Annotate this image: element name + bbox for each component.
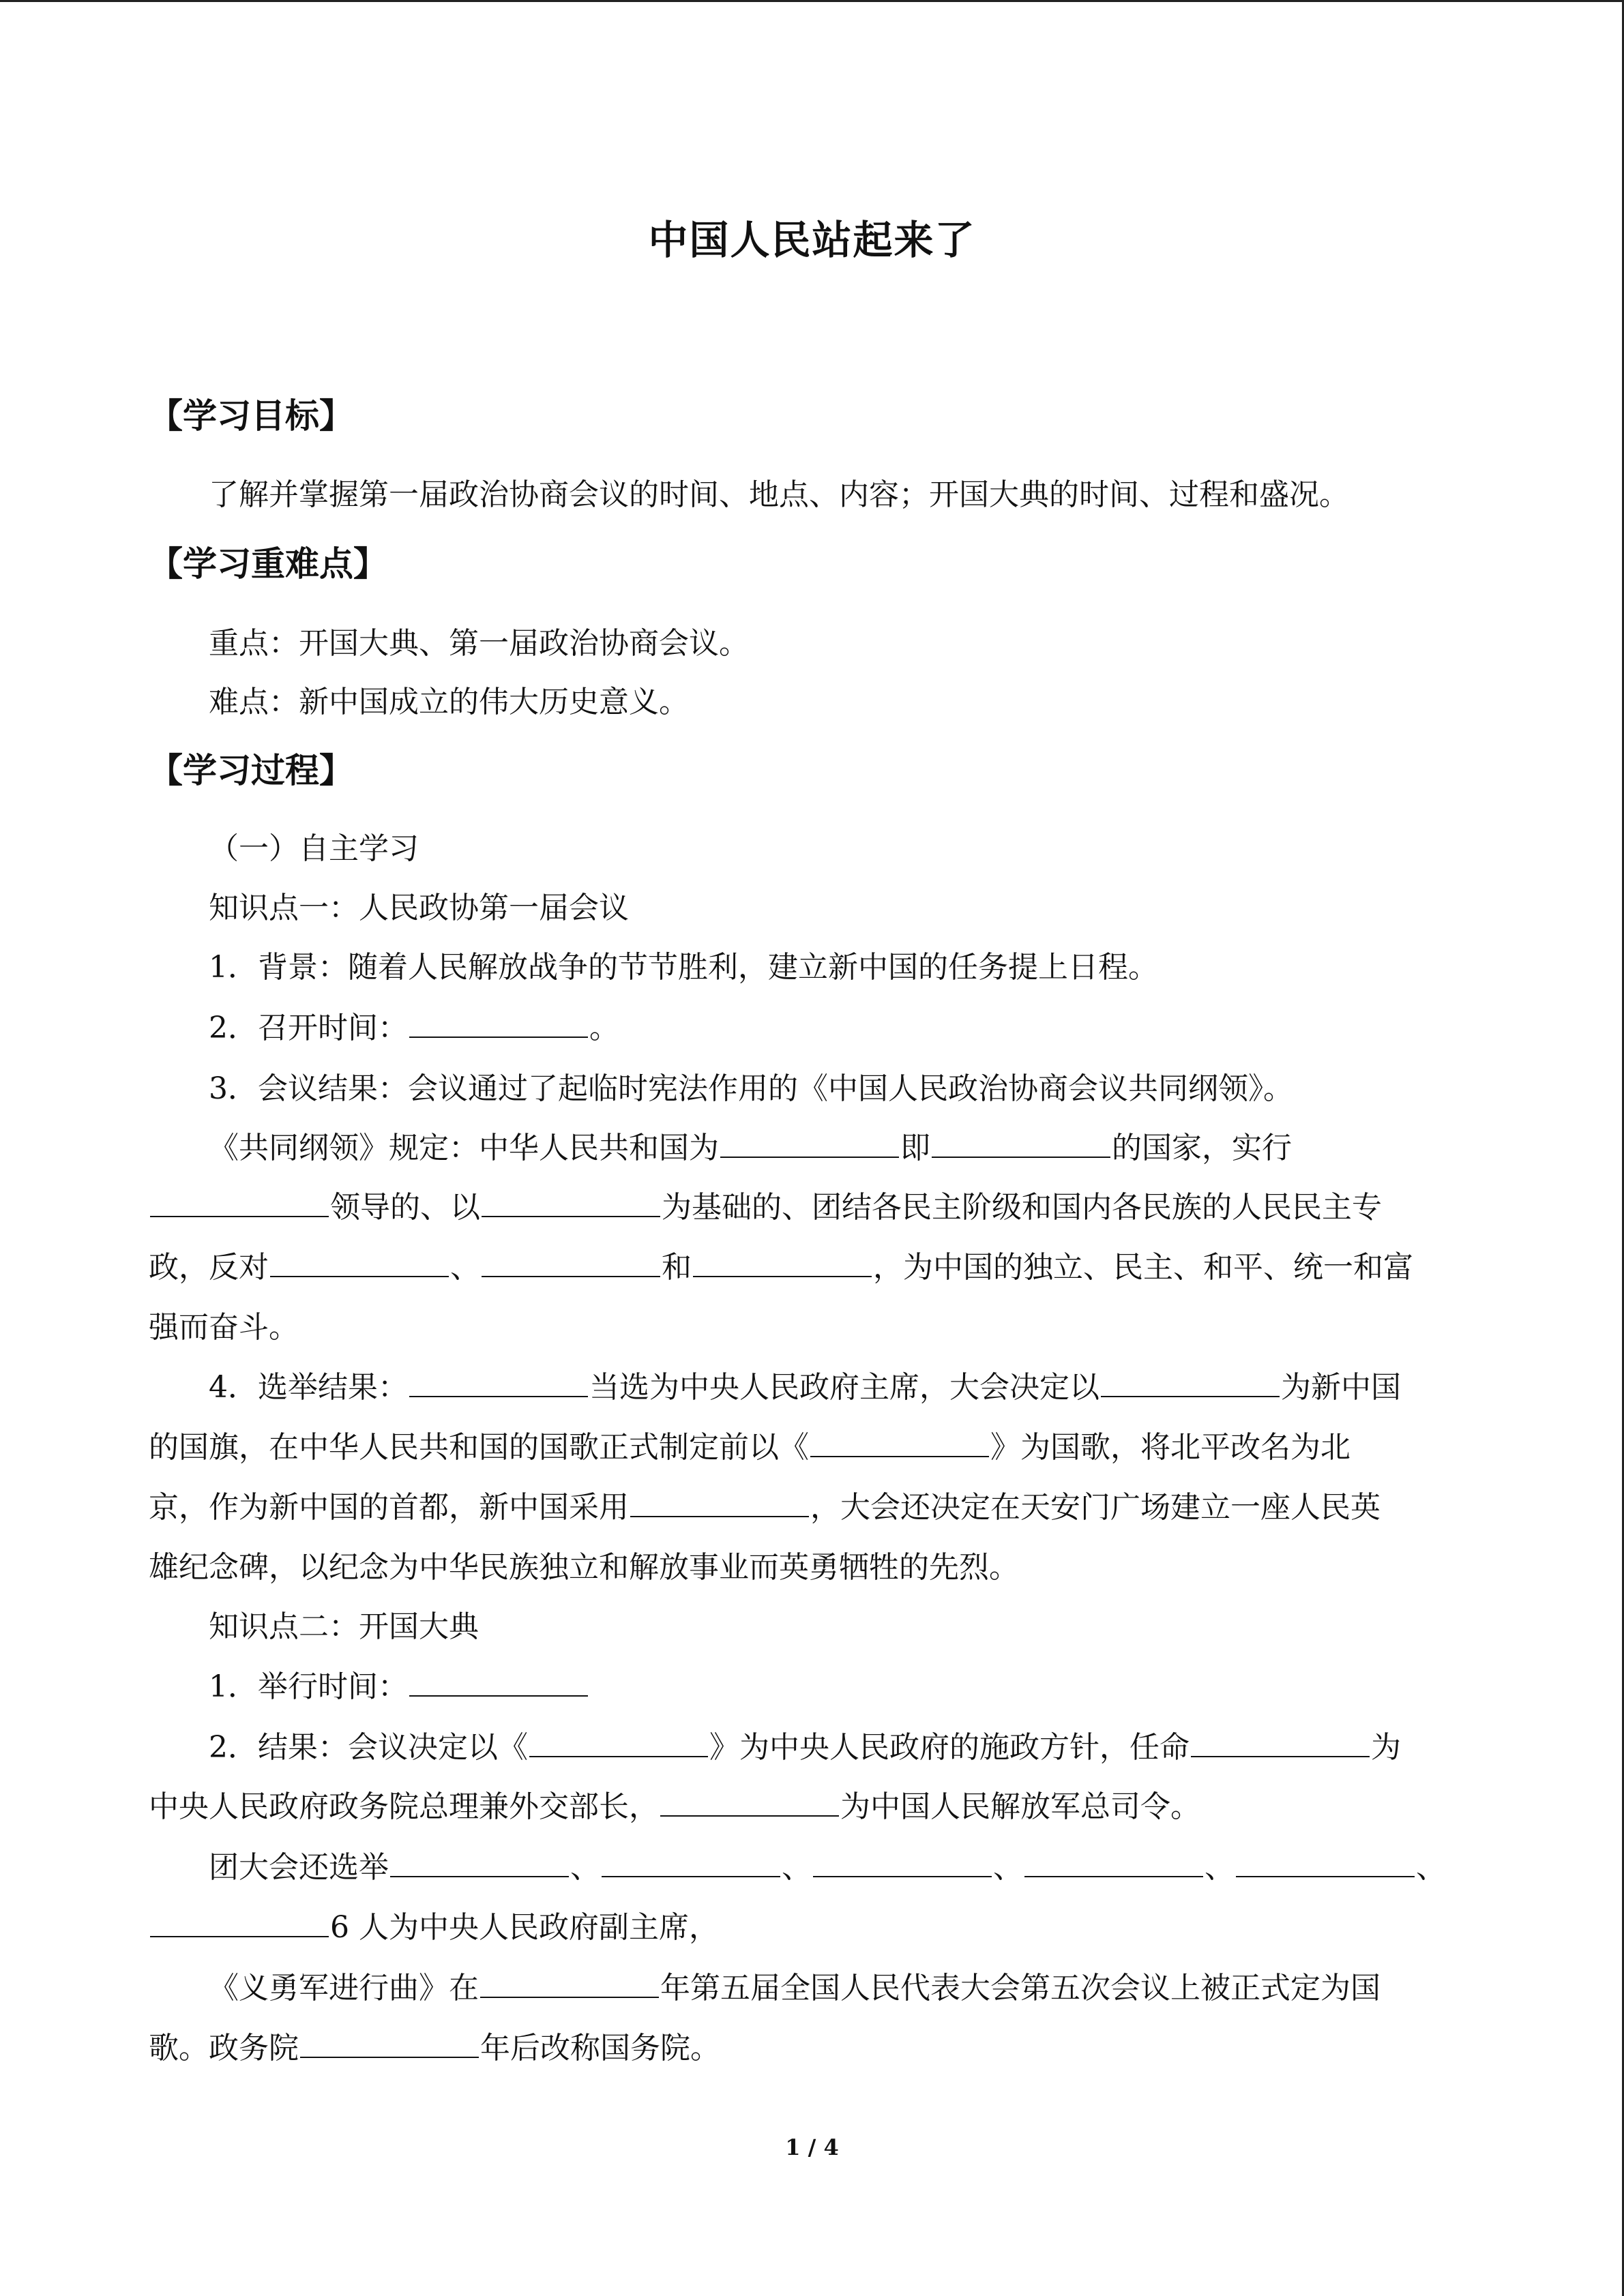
text-fragment: 的国旗，在中华人民共和国的国歌正式制定前以《 bbox=[149, 1430, 809, 1465]
text-fragment: 团大会还选举 bbox=[209, 1850, 389, 1885]
fill-blank[interactable] bbox=[409, 1369, 588, 1397]
text-fragment: 中央人民政府政务院总理兼外交部长， bbox=[149, 1789, 659, 1824]
fill-blank[interactable] bbox=[409, 1009, 588, 1038]
kp1-item4-line2 bbox=[149, 1427, 1473, 1468]
hard-point: 难点：新中国成立的伟大历史意义。 bbox=[209, 685, 689, 719]
fill-blank[interactable] bbox=[270, 1249, 449, 1277]
text-fragment: 、 bbox=[450, 1250, 480, 1285]
key-heading: 【学习重难点】 bbox=[149, 544, 387, 584]
fill-blank[interactable] bbox=[932, 1129, 1110, 1158]
kp1-item1: 1．背景：随着人民解放战争的节节胜利，建立新中国的任务提上日程。 bbox=[209, 950, 1158, 985]
kp2-title: 知识点二：开国大典 bbox=[209, 1609, 479, 1644]
kp2-elect-line2 bbox=[149, 1907, 1473, 1948]
page-border-top bbox=[0, 0, 1624, 2]
text-fragment: 领导的、以 bbox=[330, 1190, 480, 1225]
gangling-line2 bbox=[149, 1187, 1473, 1228]
kp1-item4-line4: 雄纪念碑，以纪念为中华民族独立和解放事业而英勇牺牲的先烈。 bbox=[149, 1550, 1019, 1585]
fill-blank[interactable] bbox=[602, 1849, 780, 1877]
text-fragment: 2．召开时间： bbox=[209, 1011, 408, 1045]
text-fragment: 年第五届全国人民代表大会第五次会议上被正式定为国 bbox=[660, 1971, 1381, 2006]
separator: 、 bbox=[993, 1850, 1023, 1885]
text-fragment: 当选为中央人民政府主席，大会决定以 bbox=[589, 1370, 1099, 1405]
text-fragment: 的国家，实行 bbox=[1112, 1131, 1292, 1165]
fill-blank[interactable] bbox=[480, 1969, 659, 1998]
text-fragment: 1．举行时间： bbox=[209, 1669, 408, 1704]
anthem-line2 bbox=[149, 2028, 1473, 2069]
fill-blank[interactable] bbox=[409, 1668, 588, 1697]
text-fragment: 和 bbox=[662, 1250, 692, 1285]
fill-blank[interactable] bbox=[693, 1249, 872, 1277]
kp1-item4-line1 bbox=[149, 1367, 1533, 1408]
text-fragment: 为基础的、团结各民主阶级和国内各民族的人民民主专 bbox=[662, 1190, 1382, 1225]
process-heading: 【学习过程】 bbox=[149, 751, 353, 790]
fill-blank[interactable] bbox=[482, 1189, 660, 1217]
separator: 、 bbox=[1205, 1850, 1235, 1885]
text-fragment: 歌。政务院 bbox=[149, 2031, 299, 2066]
fill-blank[interactable] bbox=[150, 1189, 329, 1217]
text-fragment: 2．结果：会议决定以《 bbox=[209, 1730, 528, 1765]
gangling-line1 bbox=[149, 1128, 1533, 1169]
kp2-elect-line1 bbox=[149, 1847, 1533, 1888]
separator: 、 bbox=[782, 1850, 812, 1885]
kp1-item2 bbox=[149, 1008, 1533, 1049]
text-fragment: 》为中央人民政府的施政方针，任命 bbox=[709, 1730, 1190, 1765]
text-fragment: 年后改称国务院。 bbox=[480, 2031, 720, 2066]
fill-blank[interactable] bbox=[529, 1729, 708, 1757]
goal-text: 了解并掌握第一届政治协商会议的时间、地点、内容；开国大典的时间、过程和盛况。 bbox=[209, 477, 1349, 512]
text-fragment: 为新中国 bbox=[1281, 1370, 1401, 1405]
text-fragment: 为中国人民解放军总司令。 bbox=[840, 1789, 1200, 1824]
fill-blank[interactable] bbox=[1024, 1849, 1203, 1877]
text-fragment: 6 人为中央人民政府副主席， bbox=[330, 1910, 719, 1945]
page-number: 1 / 4 bbox=[785, 2134, 839, 2160]
page-title: 中国人民站起来了 bbox=[648, 217, 976, 263]
fill-blank[interactable] bbox=[630, 1489, 809, 1517]
fill-blank[interactable] bbox=[720, 1129, 899, 1158]
kp1-item4-line3 bbox=[149, 1487, 1473, 1528]
anthem-line1 bbox=[149, 1968, 1533, 2009]
gangling-line4: 强而奋斗。 bbox=[149, 1310, 299, 1345]
separator: 、 bbox=[1416, 1850, 1446, 1885]
text-fragment: 《义勇军进行曲》在 bbox=[209, 1971, 479, 2006]
self-study-label: （一）自主学习 bbox=[209, 831, 419, 866]
kp1-title: 知识点一：人民政协第一届会议 bbox=[209, 891, 629, 925]
text-fragment: 4．选举结果： bbox=[209, 1370, 408, 1405]
kp1-item3: 3．会议结果：会议通过了起临时宪法作用的《中国人民政治协商会议共同纲领》。 bbox=[209, 1071, 1293, 1106]
fill-blank[interactable] bbox=[660, 1788, 839, 1817]
text-fragment: 京，作为新中国的首都，新中国采用 bbox=[149, 1490, 629, 1525]
text-fragment: ，大会还决定在天安门广场建立一座人民英 bbox=[810, 1490, 1381, 1525]
fill-blank[interactable] bbox=[150, 1909, 329, 1937]
text-fragment: 即 bbox=[900, 1131, 930, 1165]
kp2-item1 bbox=[149, 1667, 1533, 1708]
text-fragment: 《共同纲领》规定：中华人民共和国为 bbox=[209, 1131, 719, 1165]
fill-blank[interactable] bbox=[390, 1849, 569, 1877]
fill-blank[interactable] bbox=[1101, 1369, 1280, 1397]
fill-blank[interactable] bbox=[300, 2029, 479, 2058]
fill-blank[interactable] bbox=[1191, 1729, 1370, 1757]
text-fragment: 》为国歌，将北平改名为北 bbox=[990, 1430, 1350, 1465]
text-fragment: 为 bbox=[1371, 1730, 1401, 1765]
gangling-line3 bbox=[149, 1247, 1473, 1288]
goal-heading: 【学习目标】 bbox=[149, 396, 353, 436]
kp2-item2-line1 bbox=[149, 1727, 1533, 1768]
text-fragment: 。 bbox=[589, 1011, 619, 1045]
fill-blank[interactable] bbox=[1236, 1849, 1415, 1877]
text-fragment: ，为中国的独立、民主、和平、统一和富 bbox=[873, 1250, 1413, 1285]
key-point: 重点：开国大典、第一届政治协商会议。 bbox=[209, 626, 749, 661]
separator: 、 bbox=[570, 1850, 600, 1885]
fill-blank[interactable] bbox=[810, 1429, 989, 1457]
text-fragment: 政，反对 bbox=[149, 1250, 269, 1285]
kp2-item2-line2 bbox=[149, 1787, 1473, 1828]
fill-blank[interactable] bbox=[482, 1249, 660, 1277]
fill-blank[interactable] bbox=[813, 1849, 992, 1877]
